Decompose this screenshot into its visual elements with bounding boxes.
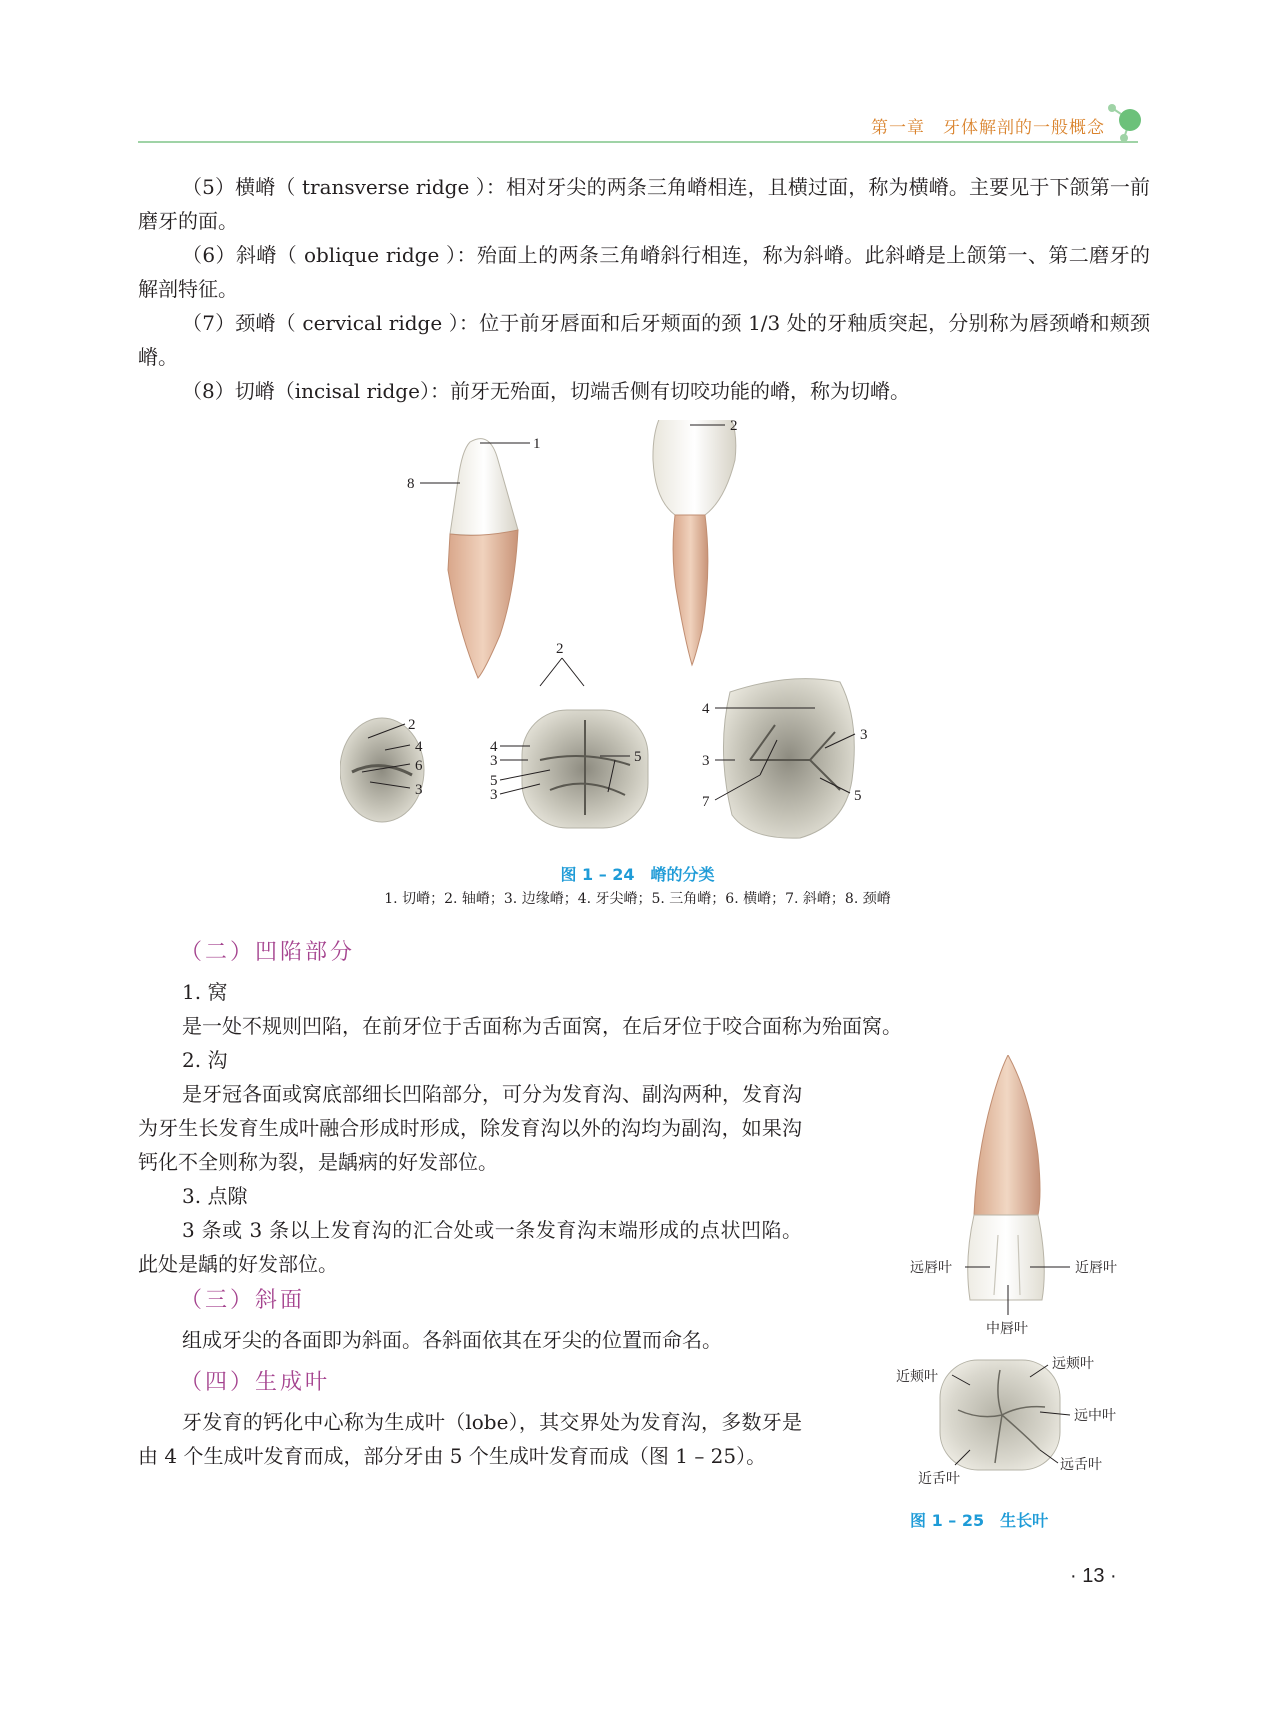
section-heading-lobes: （四）生成叶 [180,1370,331,1395]
molar-occlusal-view [940,1360,1060,1470]
svg-text:中唇叶: 中唇叶 [986,1321,1028,1337]
svg-text:2: 2 [730,420,738,434]
section-heading-inclined-planes: （三）斜面 [180,1288,306,1313]
svg-text:8: 8 [407,476,415,492]
svg-text:远中叶: 远中叶 [1074,1408,1116,1424]
paragraph-cervical-ridge: （7）颈嵴（ cervical ridge ）：位于前牙唇面和后牙颊面的颈 1/3 处的牙釉质突起，分别称为唇颈嵴和颊颈嵴。 [138,311,1150,369]
item-fossa-text: 是一处不规则凹陷，在前牙位于舌面称为舌面窝，在后牙位于咬合面称为殆面窝。 [182,1014,902,1038]
item-pit-text: 3 条或 3 条以上发育沟的汇合处或一条发育沟末端形成的点状凹陷。此处是龋的好发部位。 [138,1218,802,1276]
incisor-side-view [448,439,518,678]
page-number: · 13 · [1070,1565,1117,1587]
svg-text:近颊叶: 近颊叶 [896,1369,938,1385]
svg-text:5: 5 [490,773,498,789]
section-heading-depressions: （二）凹陷部分 [180,940,356,965]
svg-text:2: 2 [556,641,564,657]
svg-text:远颊叶: 远颊叶 [1052,1356,1094,1372]
svg-text:7: 7 [702,794,710,810]
item-pit-title: 3. 点隙 [182,1184,248,1208]
svg-text:4: 4 [415,739,423,755]
label-2-occ2 [540,641,584,686]
molecule-dots-icon [1108,100,1148,146]
svg-text:6: 6 [415,758,423,774]
running-header [871,113,1105,138]
svg-text:5: 5 [854,788,862,804]
svg-text:近唇叶: 近唇叶 [1075,1260,1117,1276]
header-rule [138,141,1138,143]
figure-ridge-classification [340,420,960,850]
svg-text:远唇叶: 远唇叶 [910,1260,952,1276]
figure-25-caption: 图 1 – 25 生长叶 [910,1511,1049,1530]
chapter-number: 第一章 [871,118,925,138]
paragraph-incisal-ridge: （8）切嵴（incisal ridge）：前牙无殆面，切端舌侧有切咬功能的嵴，称为切嵴。 [182,379,910,403]
incisor-labial-view [968,1055,1045,1300]
figure-24-caption: 图 1 – 24 嵴的分类 [560,865,715,884]
svg-text:1: 1 [533,436,541,452]
svg-text:4: 4 [702,701,710,717]
label-8 [407,476,460,492]
svg-text:4: 4 [490,739,498,755]
svg-text:3: 3 [415,782,423,798]
svg-text:5: 5 [634,749,642,765]
item-fossa-title: 1. 窝 [182,980,228,1004]
item-groove-title: 2. 沟 [182,1048,228,1072]
canine-front-view [653,420,736,665]
occlusal-view-3 [723,679,854,838]
svg-text:3: 3 [490,753,498,769]
svg-text:远舌叶: 远舌叶 [1060,1457,1102,1473]
paragraph-transverse-ridge: （5）横嵴（ transverse ridge ）：相对牙尖的两条三角嵴相连，且横过面，称为横嵴。主要见于下颌第一前磨牙的面。 [138,175,1150,233]
occlusal-view-1 [340,718,424,822]
figure-growth-lobes [890,1055,1150,1505]
svg-text:2: 2 [408,717,416,733]
svg-text:3: 3 [490,787,498,803]
lobes-text: 牙发育的钙化中心称为生成叶（lobe），其交界处为发育沟，多数牙是由 4 个生成叶发育而成，部分牙由 5 个生成叶发育而成（图 1 – 25）。 [138,1410,802,1468]
svg-text:3: 3 [860,727,868,743]
svg-text:近舌叶: 近舌叶 [918,1471,960,1487]
occlusal-view-2 [522,710,648,828]
item-groove-text: 是牙冠各面或窝底部细长凹陷部分，可分为发育沟、副沟两种，发育沟为牙生长发育生成叶融合形成时形成，除发育沟以外的沟均为副沟，如果沟钙化不全则称为裂，是龋病的好发部位。 [138,1082,802,1174]
chapter-title: 牙体解剖的一般概念 [943,118,1105,138]
svg-text:3: 3 [702,753,710,769]
figure-24-legend: 1. 切嵴；2. 轴嵴；3. 边缘嵴；4. 牙尖嵴；5. 三角嵴；6. 横嵴；7. 斜嵴；8. 颈嵴 [384,891,891,907]
paragraph-oblique-ridge: （6）斜嵴（ oblique ridge ）：殆面上的两条三角嵴斜行相连，称为斜嵴。此斜嵴是上颌第一、第二磨牙的解剖特征。 [138,243,1150,301]
inclined-planes-text: 组成牙尖的各面即为斜面。各斜面依其在牙尖的位置而命名。 [182,1328,722,1352]
